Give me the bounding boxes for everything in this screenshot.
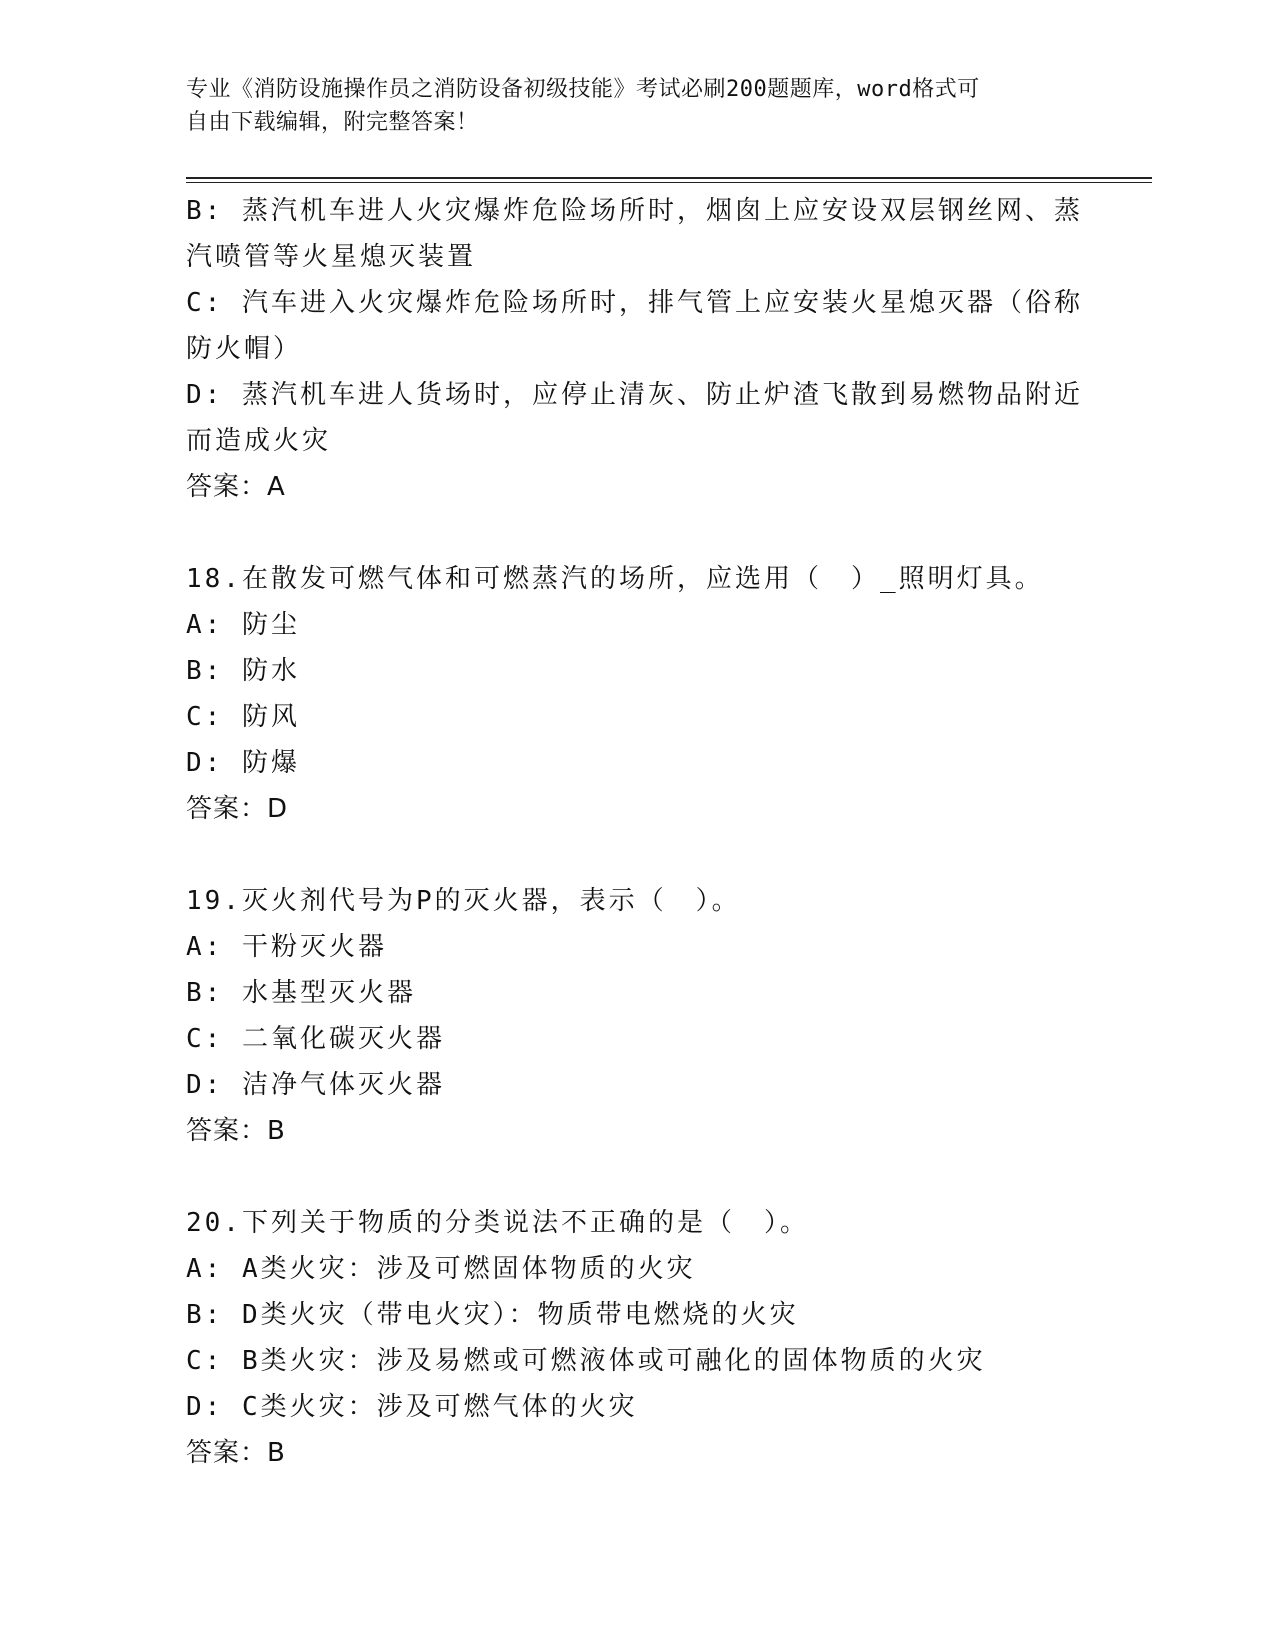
option-c-line-2: 防火帽） <box>186 334 303 364</box>
question-19 <box>186 878 1086 1154</box>
option-a: A: 干粉灭火器 <box>186 932 387 962</box>
header-divider-thin <box>186 182 1152 183</box>
question-18 <box>186 556 1086 832</box>
spacer <box>186 510 1086 556</box>
document-header <box>186 73 1066 139</box>
question-20 <box>186 1200 1086 1476</box>
header-divider-thick <box>186 177 1152 179</box>
option-a: A: A类火灾：涉及可燃固体物质的火灾 <box>186 1254 696 1284</box>
question-content <box>186 188 1086 1476</box>
option-b: B: 防水 <box>186 656 300 686</box>
option-a: A: 防尘 <box>186 610 300 640</box>
option-d: D: C类火灾：涉及可燃气体的火灾 <box>186 1392 638 1422</box>
option-d-line-1: D: 蒸汽机车进人货场时，应停止清灰、防止炉渣飞散到易燃物品附近 <box>186 380 1083 410</box>
option-c: C: B类火灾：涉及易燃或可燃液体或可融化的固体物质的火灾 <box>186 1346 986 1376</box>
option-b-line-2: 汽喷管等火星熄灭装置 <box>186 242 477 272</box>
answer-text: 答案：B <box>186 1116 286 1146</box>
answer-text: 答案：B <box>186 1438 286 1468</box>
answer-text: 答案：A <box>186 472 286 502</box>
question-stem: 19.灭火剂代号为P的灭火器，表示（ ）。 <box>186 886 741 916</box>
option-b: B: D类火灾（带电火灾）：物质带电燃烧的火灾 <box>186 1300 799 1330</box>
spacer <box>186 1154 1086 1200</box>
question-stem: 18.在散发可燃气体和可燃蒸汽的场所，应选用（ ）_照明灯具。 <box>186 564 1044 594</box>
spacer <box>186 832 1086 878</box>
option-c: C: 防风 <box>186 702 300 732</box>
option-c-line-1: C: 汽车进入火灾爆炸危险场所时，排气管上应安装火星熄灭器（俗称 <box>186 288 1083 318</box>
answer-text: 答案：D <box>186 794 289 824</box>
option-d: D: 洁净气体灭火器 <box>186 1070 445 1100</box>
option-d-line-2: 而造成火灾 <box>186 426 332 456</box>
option-b-line-1: B: 蒸汽机车进人火灾爆炸危险场所时，烟囱上应安设双层钢丝网、蒸 <box>186 196 1083 226</box>
option-c: C: 二氧化碳灭火器 <box>186 1024 445 1054</box>
question-stem: 20.下列关于物质的分类说法不正确的是（ ）。 <box>186 1208 809 1238</box>
option-b: B: 水基型灭火器 <box>186 978 416 1008</box>
option-d: D: 防爆 <box>186 748 300 778</box>
header-line-2: 自由下载编辑，附完整答案！ <box>186 110 479 135</box>
header-line-1: 专业《消防设施操作员之消防设备初级技能》考试必刷200题题库，word格式可 <box>186 77 980 102</box>
prev-question-block <box>186 188 1086 510</box>
